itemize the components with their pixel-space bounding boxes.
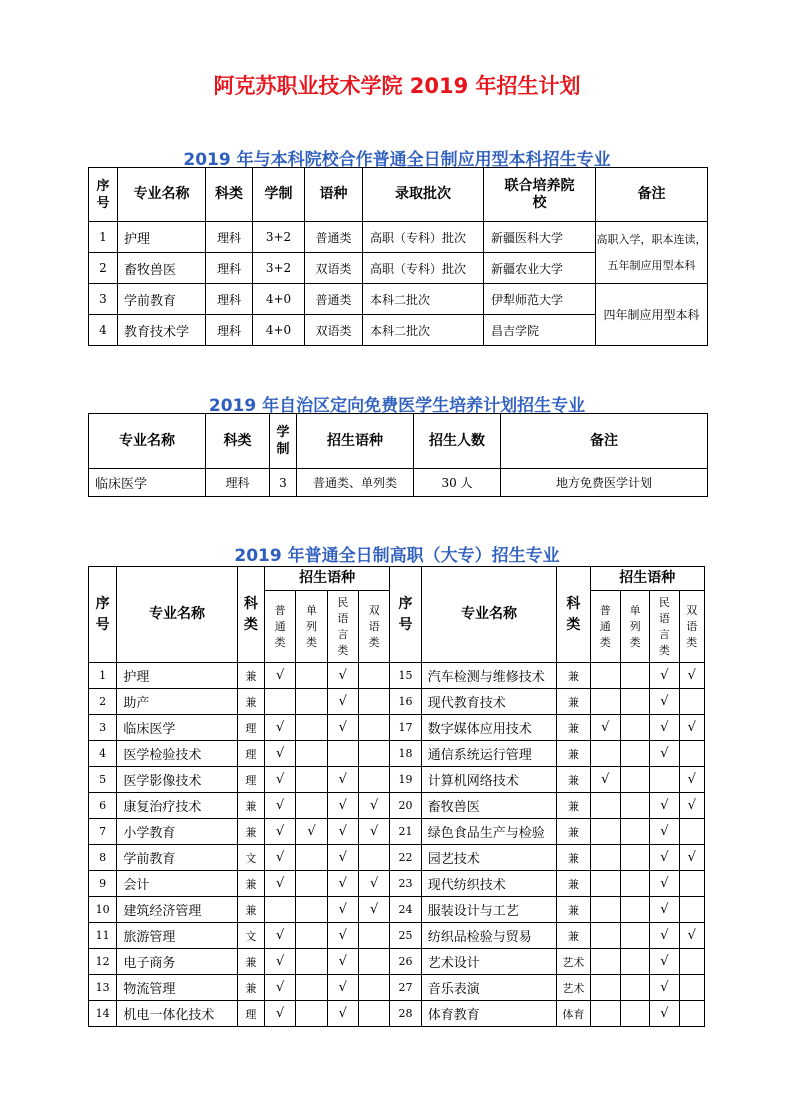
cell-check: √ [264,845,295,871]
cell-category: 兼 [237,949,264,975]
cell-count: 30 人 [414,469,501,497]
table1-title: 2019 年与本科院校合作普通全日制应用型本科招生专业 [183,150,611,170]
cell-check: √ [679,663,704,689]
cell-no: 11 [89,923,117,949]
header-language: 招生语种 [297,414,414,469]
cell-check: √ [264,767,295,793]
cell-no: 10 [89,897,117,923]
cell-duration: 4+0 [253,315,305,346]
cell-check: √ [650,715,679,741]
cell-check: √ [650,975,679,1001]
cell-check [296,741,327,767]
cell-check [620,689,649,715]
cell-no: 1 [89,663,117,689]
cell-check: √ [264,793,295,819]
table-row [89,284,708,315]
cell-category: 文 [237,923,264,949]
cell-check: √ [296,819,327,845]
header-major: 专业名称 [117,567,237,663]
cell-major: 康复治疗技术 [117,793,237,819]
cell-check [620,819,649,845]
cell-partner: 新疆农业大学 [484,253,596,284]
cell-check [359,949,390,975]
cell-no: 3 [89,284,118,315]
cell-check [620,923,649,949]
cell-category: 兼 [557,871,590,897]
cell-partner: 昌吉学院 [484,315,596,346]
cell-no: 3 [89,715,117,741]
cell-no: 4 [89,315,118,346]
header-lang-separate: 单列类 [296,591,327,663]
cell-check: √ [327,715,358,741]
cell-check [590,845,620,871]
cell-check [296,845,327,871]
cell-check [296,767,327,793]
cell-note-a: 高职入学，职本连读，五年制应用型本科 [596,222,708,284]
cell-check: √ [327,819,358,845]
table-row [89,793,705,819]
cell-category: 艺术 [557,949,590,975]
cell-check [590,1001,620,1027]
cell-check: √ [590,715,620,741]
cell-check [296,663,327,689]
cell-major: 医学检验技术 [117,741,237,767]
table2-title: 2019 年自治区定向免费医学生培养计划招生专业 [208,396,586,416]
cell-check [296,975,327,1001]
cell-check: √ [327,1001,358,1027]
page-title: 阿克苏职业技术学院 2019 年招生计划 [213,74,581,98]
header-lang-bilingual: 双语类 [679,591,704,663]
cell-check: √ [264,871,295,897]
cell-check [590,949,620,975]
cell-check [620,767,649,793]
header-lang-general: 普通类 [590,591,620,663]
cell-no: 13 [89,975,117,1001]
cell-major: 现代教育技术 [421,689,557,715]
header-lang-bilingual: 双语类 [359,591,390,663]
cell-batch: 高职（专科）批次 [363,222,484,253]
cell-check: √ [327,975,358,1001]
cell-category: 兼 [237,663,264,689]
cell-major: 学前教育 [117,845,237,871]
cell-category: 理科 [206,315,253,346]
cell-check [296,715,327,741]
header-major: 专业名称 [421,567,557,663]
cell-check [679,819,704,845]
cell-duration: 3+2 [253,253,305,284]
cell-check: √ [650,949,679,975]
table-row [89,715,705,741]
cell-no: 17 [390,715,421,741]
table-row [89,767,705,793]
cell-no: 2 [89,253,118,284]
cell-check [620,715,649,741]
cell-category: 兼 [557,741,590,767]
cell-no: 15 [390,663,421,689]
cell-check: √ [679,715,704,741]
table-row [89,663,705,689]
cell-check: √ [590,767,620,793]
cell-language: 普通类 [305,284,363,315]
cell-no: 24 [390,897,421,923]
cell-no: 12 [89,949,117,975]
cell-major: 物流管理 [117,975,237,1001]
cell-check [296,689,327,715]
cell-check: √ [264,741,295,767]
cell-check: √ [264,949,295,975]
table-row [89,741,705,767]
cell-check: √ [359,793,390,819]
cell-major: 纺织品检验与贸易 [421,923,557,949]
cell-check: √ [264,819,295,845]
table-row [89,845,705,871]
cell-major: 助产 [117,689,237,715]
cell-check: √ [264,663,295,689]
cell-check: √ [650,793,679,819]
cell-check [359,975,390,1001]
cell-check [296,949,327,975]
cell-check [620,897,649,923]
cell-category: 兼 [237,819,264,845]
cell-check [590,663,620,689]
cell-check: √ [327,897,358,923]
cell-no: 19 [390,767,421,793]
cell-check [359,741,390,767]
cell-category: 理 [237,715,264,741]
cell-check [359,845,390,871]
cell-check [359,689,390,715]
cell-category: 兼 [557,689,590,715]
cell-check: √ [650,663,679,689]
header-partner: 联合培养院校 [484,168,596,222]
cell-check [620,871,649,897]
cell-check [359,923,390,949]
header-category: 科类 [557,567,590,663]
cell-no: 9 [89,871,117,897]
cell-language: 普通类、单列类 [297,469,414,497]
cell-no: 5 [89,767,117,793]
cell-check [679,1001,704,1027]
cell-check: √ [264,1001,295,1027]
cell-major: 临床医学 [117,715,237,741]
cell-check [359,715,390,741]
cell-no: 21 [390,819,421,845]
cell-category: 兼 [237,897,264,923]
cell-no: 27 [390,975,421,1001]
cell-check: √ [650,1001,679,1027]
table-row [89,819,705,845]
cell-check [679,975,704,1001]
cell-partner: 新疆医科大学 [484,222,596,253]
cell-check [620,741,649,767]
cell-category: 兼 [557,793,590,819]
table1 [88,167,708,346]
cell-check [620,949,649,975]
cell-no: 23 [390,871,421,897]
table3-title: 2019 年普通全日制高职（大专）招生专业 [234,546,560,566]
cell-note: 地方免费医学计划 [501,469,708,497]
cell-check [590,689,620,715]
cell-major: 临床医学 [89,469,206,497]
header-batch: 录取批次 [363,168,484,222]
header-major: 专业名称 [89,414,206,469]
cell-major: 体育教育 [421,1001,557,1027]
cell-major: 护理 [117,663,237,689]
cell-category: 理 [237,741,264,767]
cell-check: √ [650,689,679,715]
table-row [89,689,705,715]
cell-category: 理科 [206,253,253,284]
cell-batch: 本科二批次 [363,315,484,346]
cell-major: 机电一体化技术 [117,1001,237,1027]
cell-major: 旅游管理 [117,923,237,949]
cell-check: √ [327,871,358,897]
cell-check [590,793,620,819]
cell-major: 服装设计与工艺 [421,897,557,923]
header-language-group: 招生语种 [590,567,704,591]
cell-check: √ [359,897,390,923]
cell-category: 理科 [206,222,253,253]
header-category: 科类 [206,414,270,469]
header-lang-minority: 民语言类 [327,591,358,663]
cell-category: 理科 [206,284,253,315]
cell-category: 兼 [557,715,590,741]
cell-no: 6 [89,793,117,819]
cell-no: 25 [390,923,421,949]
cell-check: √ [327,793,358,819]
cell-major: 学前教育 [118,284,206,315]
cell-no: 16 [390,689,421,715]
cell-check: √ [327,663,358,689]
cell-check [590,819,620,845]
header-major: 专业名称 [118,168,206,222]
cell-category: 兼 [237,689,264,715]
cell-check [296,871,327,897]
cell-check [264,689,295,715]
cell-check: √ [327,949,358,975]
cell-category: 理科 [206,469,270,497]
cell-major: 计算机网络技术 [421,767,557,793]
table1-header-row [89,168,708,222]
cell-check: √ [679,845,704,871]
cell-check: √ [650,897,679,923]
header-count: 招生人数 [414,414,501,469]
cell-category: 兼 [557,845,590,871]
table3-header-row [89,567,705,591]
cell-no: 7 [89,819,117,845]
header-no: 序号 [390,567,421,663]
header-category: 科类 [206,168,253,222]
cell-check: √ [327,767,358,793]
cell-check: √ [650,741,679,767]
table2-header-row [89,414,708,469]
cell-no: 18 [390,741,421,767]
cell-check: √ [650,923,679,949]
cell-major: 艺术设计 [421,949,557,975]
header-lang-minority: 民语言类 [650,591,679,663]
header-language: 语种 [305,168,363,222]
cell-check [650,767,679,793]
cell-category: 兼 [237,793,264,819]
cell-major: 现代纺织技术 [421,871,557,897]
cell-check [590,897,620,923]
cell-duration: 3+2 [253,222,305,253]
cell-check [679,949,704,975]
cell-major: 数字媒体应用技术 [421,715,557,741]
cell-no: 28 [390,1001,421,1027]
cell-category: 艺术 [557,975,590,1001]
header-duration: 学制 [253,168,305,222]
cell-check [679,689,704,715]
cell-major: 畜牧兽医 [421,793,557,819]
cell-check: √ [679,767,704,793]
cell-no: 14 [89,1001,117,1027]
cell-major: 音乐表演 [421,975,557,1001]
cell-check [327,741,358,767]
cell-check [296,1001,327,1027]
header-note: 备注 [501,414,708,469]
cell-check [296,923,327,949]
cell-major: 小学教育 [117,819,237,845]
cell-batch: 高职（专科）批次 [363,253,484,284]
cell-check: √ [327,845,358,871]
table-row [89,897,705,923]
cell-check [296,793,327,819]
header-note: 备注 [596,168,708,222]
header-no: 序号 [89,168,118,222]
cell-major: 畜牧兽医 [118,253,206,284]
table-row [89,469,708,497]
table-row [89,923,705,949]
cell-category: 文 [237,845,264,871]
cell-check [264,897,295,923]
cell-check: √ [679,923,704,949]
cell-check [359,767,390,793]
cell-check [620,663,649,689]
cell-language: 双语类 [305,253,363,284]
header-language-group: 招生语种 [264,567,389,591]
cell-check [359,1001,390,1027]
cell-check: √ [264,975,295,1001]
table-row [89,871,705,897]
table-row [89,975,705,1001]
cell-category: 理 [237,767,264,793]
table-row [89,949,705,975]
cell-check [679,741,704,767]
cell-check [620,975,649,1001]
cell-check: √ [327,689,358,715]
header-duration: 学制 [270,414,297,469]
header-category: 科类 [237,567,264,663]
header-lang-separate: 单列类 [620,591,649,663]
table-row [89,1001,705,1027]
cell-no: 8 [89,845,117,871]
cell-check [590,871,620,897]
cell-check [590,975,620,1001]
cell-language: 双语类 [305,315,363,346]
cell-category: 兼 [237,871,264,897]
cell-duration: 3 [270,469,297,497]
cell-category: 兼 [557,767,590,793]
cell-category: 兼 [237,975,264,1001]
cell-no: 26 [390,949,421,975]
cell-language: 普通类 [305,222,363,253]
cell-major: 建筑经济管理 [117,897,237,923]
cell-check [359,663,390,689]
cell-check: √ [650,871,679,897]
cell-major: 园艺技术 [421,845,557,871]
cell-check [679,897,704,923]
cell-check: √ [264,923,295,949]
cell-category: 兼 [557,897,590,923]
cell-check: √ [359,871,390,897]
cell-check [620,793,649,819]
header-no: 序号 [89,567,117,663]
cell-check: √ [679,793,704,819]
cell-category: 兼 [557,819,590,845]
table-row [89,222,708,253]
cell-major: 汽车检测与维修技术 [421,663,557,689]
cell-major: 绿色食品生产与检验 [421,819,557,845]
cell-no: 4 [89,741,117,767]
cell-check [679,871,704,897]
cell-no: 22 [390,845,421,871]
cell-duration: 4+0 [253,284,305,315]
table3 [88,566,705,1027]
cell-major: 通信系统运行管理 [421,741,557,767]
cell-check: √ [359,819,390,845]
table3-body [89,663,705,1027]
cell-check [620,845,649,871]
cell-major: 电子商务 [117,949,237,975]
cell-major: 教育技术学 [118,315,206,346]
cell-check [590,741,620,767]
cell-partner: 伊犁师范大学 [484,284,596,315]
cell-batch: 本科二批次 [363,284,484,315]
cell-no: 20 [390,793,421,819]
cell-category: 兼 [557,663,590,689]
cell-category: 理 [237,1001,264,1027]
cell-no: 1 [89,222,118,253]
cell-no: 2 [89,689,117,715]
cell-check: √ [650,819,679,845]
cell-check: √ [264,715,295,741]
cell-major: 医学影像技术 [117,767,237,793]
cell-note-b: 四年制应用型本科 [596,284,708,346]
cell-category: 体育 [557,1001,590,1027]
cell-major: 护理 [118,222,206,253]
cell-major: 会计 [117,871,237,897]
cell-check [296,897,327,923]
header-lang-general: 普通类 [264,591,295,663]
cell-check: √ [650,845,679,871]
cell-check: √ [327,923,358,949]
cell-category: 兼 [557,923,590,949]
table2 [88,413,708,497]
cell-check [620,1001,649,1027]
cell-check [590,923,620,949]
